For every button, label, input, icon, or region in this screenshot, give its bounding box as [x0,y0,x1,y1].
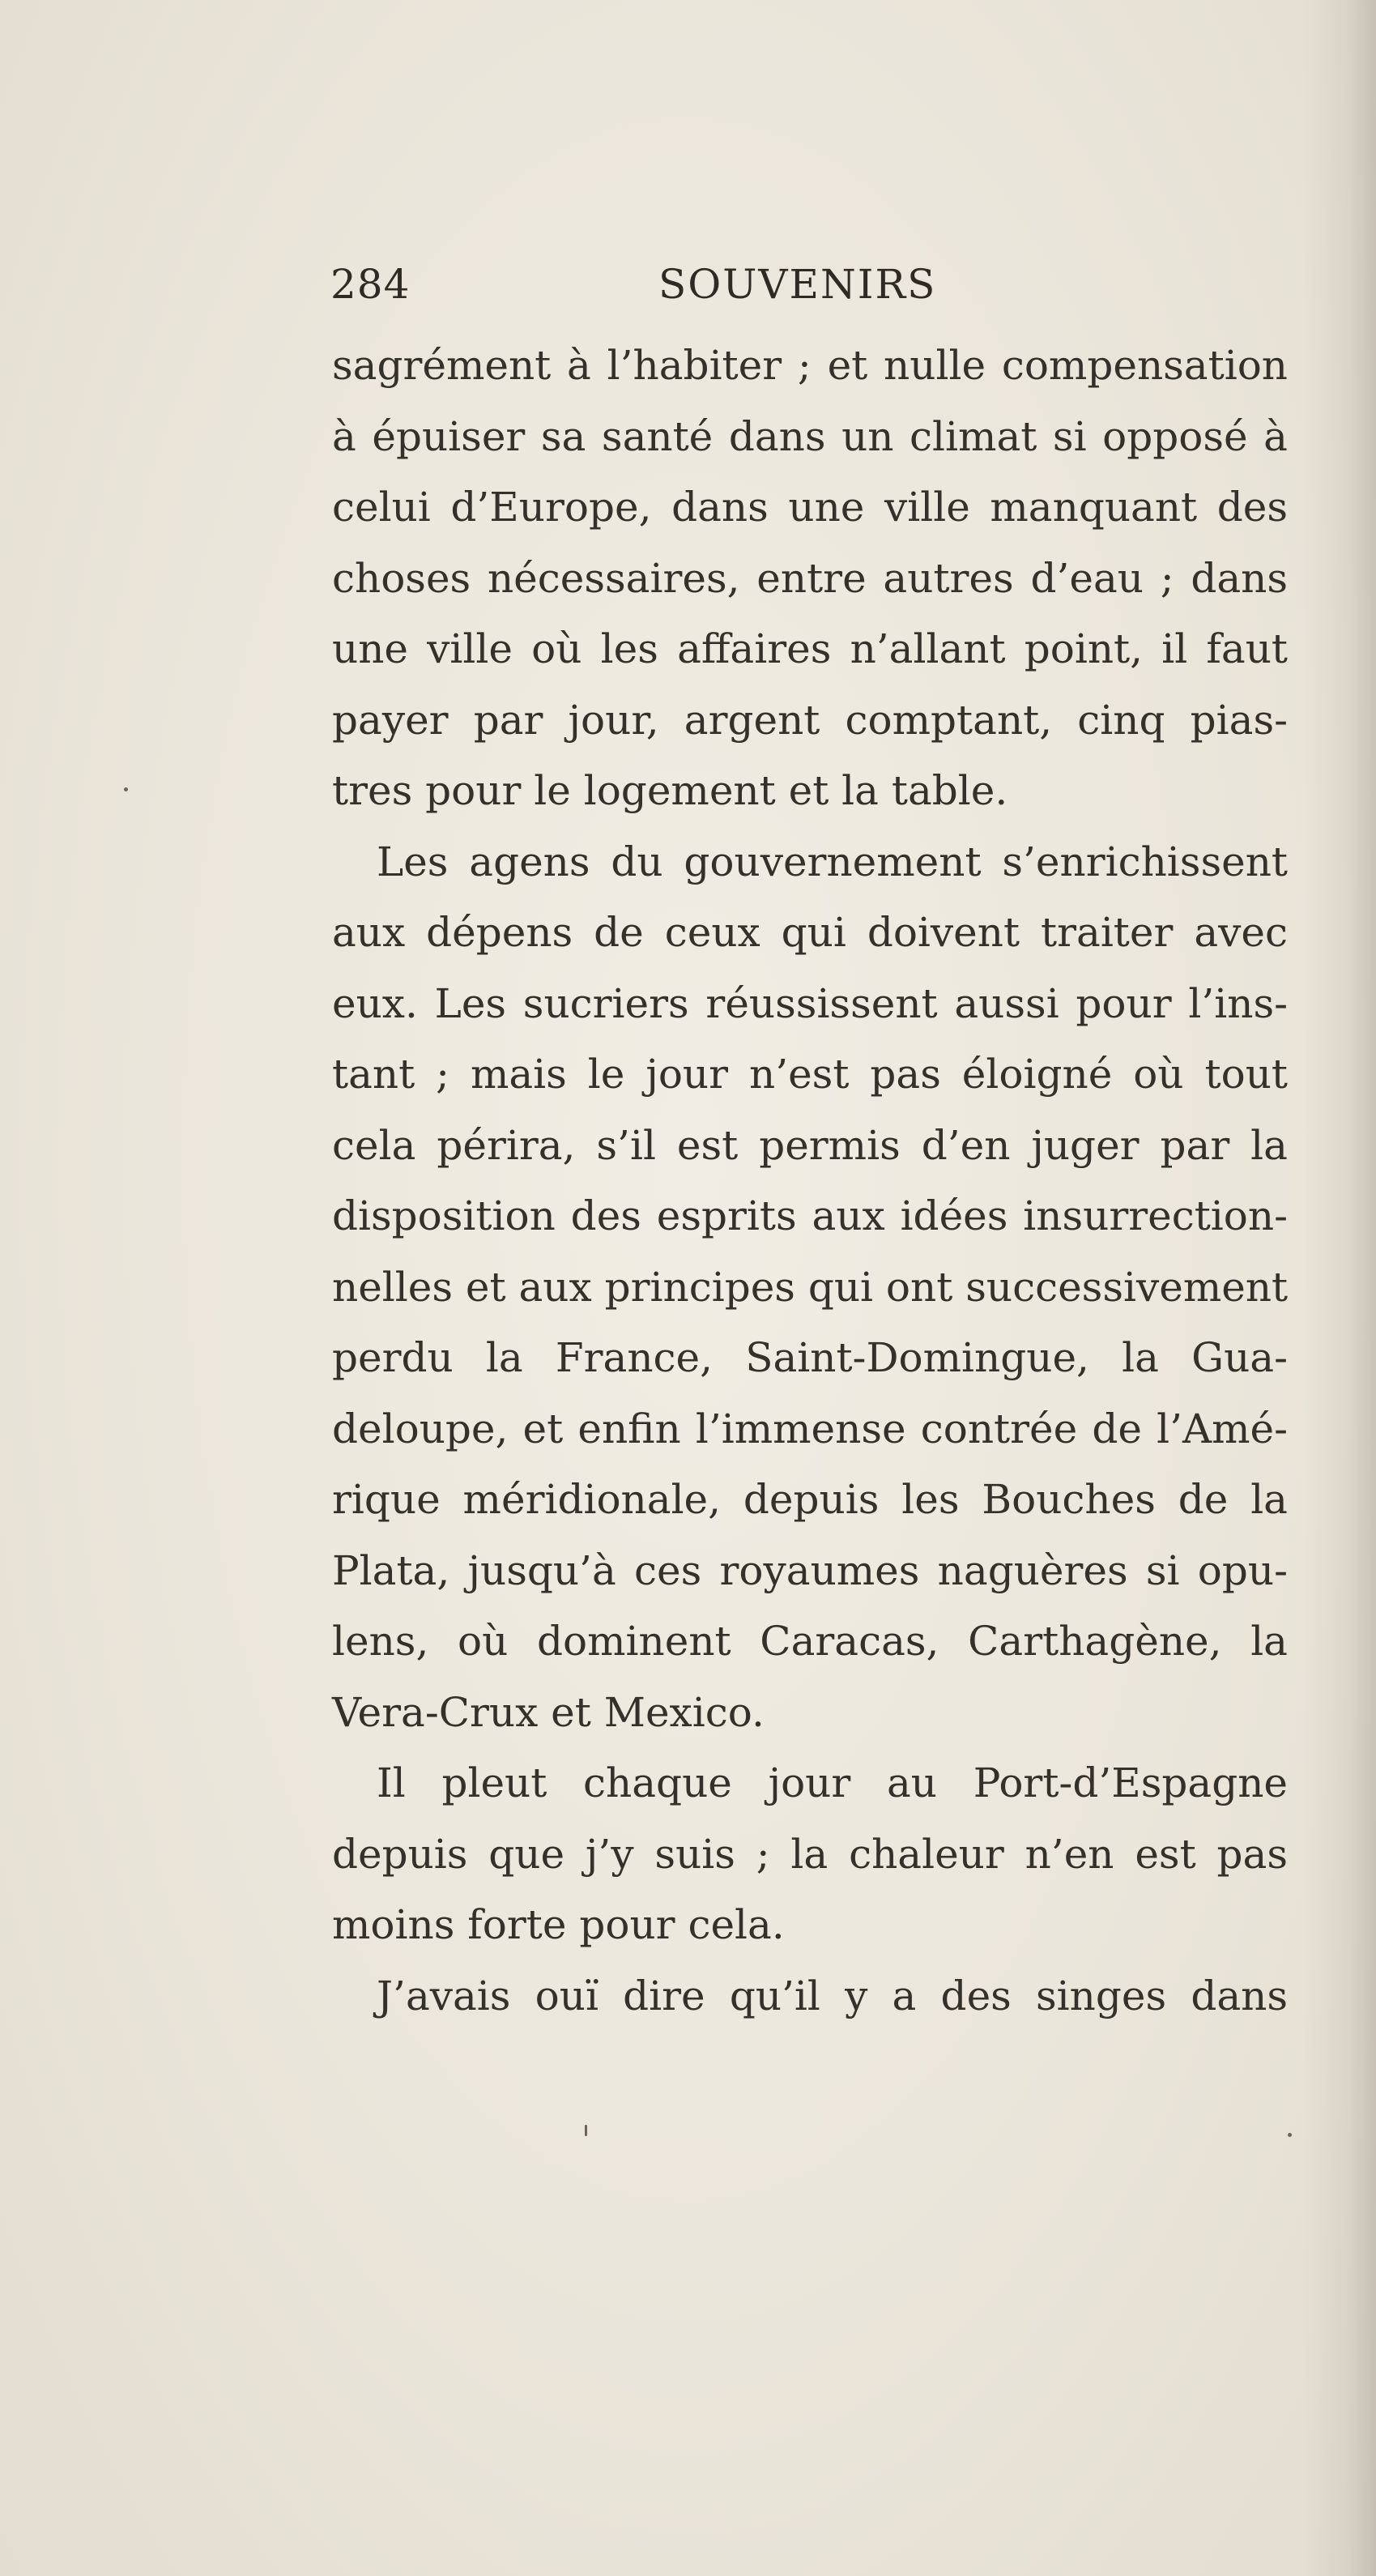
text-line: une ville où les affaires n’allant point, il faut [332,625,1288,672]
text-line: nelles et aux principes qui ont successivement [332,1263,1289,1311]
text-line: aux dépens de ceux qui doivent traiter avec [332,909,1288,956]
text-line: payer par jour, argent comptant, cinq pias- [332,696,1288,744]
paragraph-start-line: Il pleut chaque jour au Port-d’Espagne [377,1759,1288,1806]
text-line: Vera-Crux et Mexico. [332,1688,765,1736]
text-line: choses nécessaires, entre autres d’eau ; dans [332,554,1288,602]
text-line: sagrément à l’habiter ; et nulle compensation [332,342,1288,389]
text-line: disposition des esprits aux idées insurrection- [332,1192,1288,1239]
paragraph-start-line: Les agens du gouvernement s’enrichissent [377,838,1288,885]
text-line: à épuiser sa santé dans un climat si opposé à [332,412,1288,460]
text-line: eux. Les sucriers réussissent aussi pour l’ins- [332,979,1288,1027]
text-line: tres pour le logement et la table. [332,767,1008,814]
text-line: celui d’Europe, dans une ville manquant des [332,484,1288,531]
running-title: SOUVENIRS [658,261,937,308]
text-line: moins forte pour cela. [332,1901,785,1948]
paper-speck [1288,2133,1292,2137]
page-gutter-shadow [1303,0,1376,2576]
text-line: lens, où dominent Caracas, Carthagène, la [332,1618,1288,1665]
text-line: cela périra, s’il est permis d’en juger par la [332,1121,1288,1169]
page-number: 284 [330,261,411,308]
page-header [330,261,1302,326]
text-line: Plata, jusqu’à ces royaumes naguères si opu- [332,1546,1288,1594]
text-line: deloupe, et enfin l’immense contrée de l’Amé- [332,1405,1288,1452]
text-line: tant ; mais le jour n’est pas éloigné où tout [332,1051,1288,1098]
text-line: depuis que j’y suis ; la chaleur n’en est pas [332,1830,1288,1878]
paragraph-start-line: J’avais ouï dire qu’il y a des singes dans [377,1972,1288,2019]
text-line: perdu la France, Saint-Domingue, la Gua- [332,1334,1288,1381]
paper-speck [585,2125,587,2136]
paper-speck [124,787,128,791]
text-line: rique méridionale, depuis les Bouches de la [332,1476,1288,1523]
body-text [332,331,1288,2032]
